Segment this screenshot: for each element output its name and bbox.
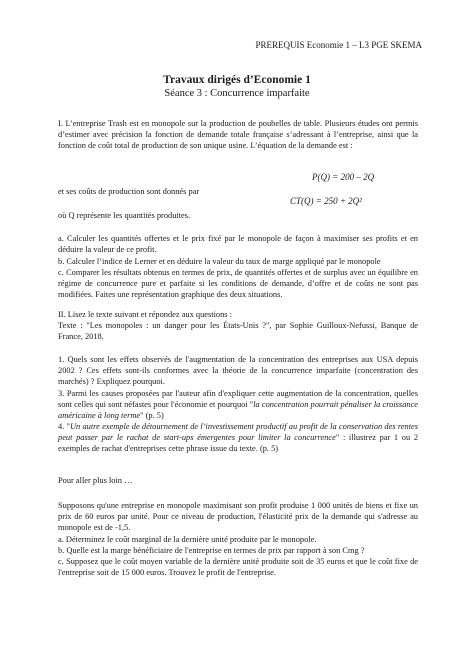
part2-question-4: 4. "Un autre exemple de détournement de l’investissement productif au profit de la conservation des rentes peut passer par le rachat de start-ups émergentes pour limiter la concurrence" : illustrez par 1 ou 2 exemples de rachat d'entreprises cette phrase issue du texte. (p. 5) [58, 422, 419, 453]
part2-question-3: 3. Parmi les causes proposées par l'auteur afin d'expliquer cette augmentation de la concentration, quelles sont celles qui sont néfastes pour l'économie et pourquoi "la concentration pourrait pénaliser la croissance américaine à long terme" (p. 5) [58, 389, 418, 420]
part3-question-a: a. Déterminez le coût marginal de la dernière unité produite par le monopole. [58, 535, 317, 544]
document-title: Travaux dirigés d’Economie 1 [163, 74, 311, 86]
part3-question-b: b. Quelle est la marge bénéficiaire de l'entreprise en termes de prix par rapport à son Cmg ? [58, 546, 365, 555]
part3-question-c: c. Supposez que le coût moyen variable de la dernière unité produite soit de 35 euros et que le coût fixe de l'entreprise soit de 15 000 euros. Trouvez le profit de l'entreprise. [58, 557, 418, 577]
further-heading: Pour aller plus loin … [58, 476, 133, 485]
quantity-definition: où Q représente les quantités produites. [58, 211, 191, 220]
cost-equation: CT(Q) = 250 + 2Q² [290, 196, 362, 206]
part1-question-b: b. Calculer l’indice de Lerner et en déduire la valeur du taux de marge appliqué par le monopole [58, 257, 381, 266]
page-header: PREREQUIS Economie 1 – L3 PGE SKEMA [255, 40, 422, 50]
part1-intro: I. L’entreprise Trash est en monopole sur la production de poubelles de table. Plusieurs études ont permis d’estimer avec précision la fonction de demande totale française s’adressant à l’entreprise, ainsi que la fonction de coût total de production de son unique usine. L’équation de la demande est : [58, 119, 418, 150]
part2-intro: II. Lisez le texte suivant et répondez aux questions : [58, 310, 232, 319]
text-reference: Texte : "Les monopoles : un danger pour les États-Unis ?", par Sophie Guilloux-Nefussi, Banque de France, 2018. [58, 321, 418, 341]
part1-question-a: a. Calculer les quantités offertes et le prix fixé par le monopole de façon à maximiser ses profits et en déduire la valeur de ce profit. [58, 234, 418, 254]
costs-intro: et ses coûts de production sont donnés par [58, 187, 200, 196]
part1-question-c: c. Comparer les résultats obtenus en termes de prix, de quantités offertes et de surplus avec un équilibre en régime de concurrence pure et parfaite si les conditions de demande, d’offre et de coûts ne sont pas modifiées. Faites une représentation graphique des deux situations. [58, 268, 418, 299]
part3-intro: Supposons qu'une entreprise en monopole maximisant son profit produise 1 000 unités de biens et fixe un prix de 60 euros par unité. Pour ce niveau de production, l'élasticité prix de la demande qui s'adresse au monopole est de -1,5. [58, 501, 418, 532]
document-subtitle: Séance 3 : Concurrence imparfaite [164, 88, 310, 99]
demand-equation: P(Q) = 200 – 2Q [312, 172, 375, 182]
part2-question-1: 1. Quels sont les effets observés de l'augmentation de la concentration des entreprises aux USA depuis 2002 ? Ces effets sont-ils conformes avec la théorie de la concurrence imparfaite (concentration des marchés) ? Expliquez pourquoi. [58, 355, 418, 386]
